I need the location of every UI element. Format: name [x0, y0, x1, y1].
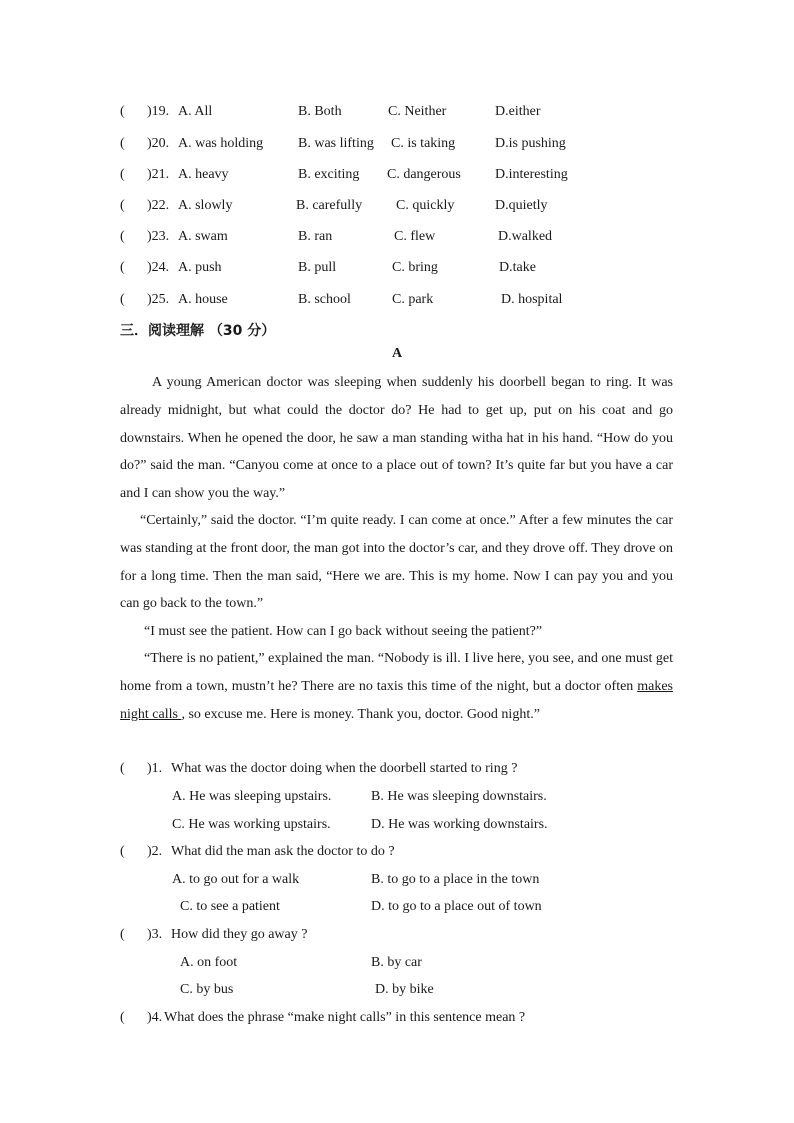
option-c: C. dangerous — [387, 167, 461, 182]
answer-paren: ( — [120, 292, 125, 307]
answer-paren: ( — [120, 104, 125, 119]
answer-paren: ( — [120, 844, 125, 859]
option-b: B. by car — [371, 955, 422, 970]
option-d: D.interesting — [495, 167, 568, 182]
option-c: C. is taking — [391, 136, 456, 151]
question-2 — [120, 842, 395, 862]
option-b: B. ran — [298, 229, 333, 244]
option-a: A. He was sleeping upstairs. — [172, 789, 332, 804]
option-a: A. heavy — [178, 167, 229, 182]
paragraph-text: “I must see the patient. How can I go back without seeing the patient?” — [144, 624, 543, 639]
option-a: A. All — [178, 104, 213, 119]
option-a: A. to go out for a walk — [172, 872, 300, 887]
passage-paragraph-2 — [120, 507, 673, 618]
section-heading: 三．阅读理解 （30 分） — [120, 323, 276, 339]
option-d: D. by bike — [375, 982, 434, 997]
option-d: D. He was working downstairs. — [371, 817, 548, 832]
option-c: C. flew — [394, 229, 436, 244]
answer-paren: ( — [120, 167, 125, 182]
option-d: D. to go to a place out of town — [371, 899, 542, 914]
question-number: )4. — [147, 1010, 163, 1025]
question-number: )2. — [147, 844, 163, 859]
question-number: )21. — [147, 167, 170, 182]
question-1 — [120, 759, 518, 779]
paragraph-text: , so excuse me. Here is money. Thank you, doctor. Good night.” — [181, 706, 540, 722]
option-c: C. He was working upstairs. — [172, 817, 331, 832]
question-4 — [120, 1008, 526, 1028]
option-d: D.either — [495, 104, 541, 119]
option-c: C. to see a patient — [180, 899, 280, 914]
option-b: B. Both — [298, 104, 342, 119]
option-d: D.is pushing — [495, 136, 566, 151]
option-b: B. carefully — [296, 198, 363, 213]
question-number: )1. — [147, 761, 163, 776]
paragraph-text: “There is no patient,” explained the man. “Nobody is ill. I live here, you see, and one must get home from a town, mustn’t he? There are no taxis this time of the night, but a doctor often — [120, 651, 673, 694]
option-b: B. pull — [298, 260, 337, 275]
answer-paren: ( — [120, 1010, 125, 1025]
answer-paren: ( — [120, 229, 125, 244]
option-b: B. school — [298, 292, 351, 307]
option-b: B. He was sleeping downstairs. — [371, 789, 547, 804]
option-c: C. bring — [392, 260, 438, 275]
passage-title: A — [391, 346, 403, 361]
option-a: A. was holding — [178, 136, 264, 151]
option-c: C. park — [392, 292, 434, 307]
option-c: C. quickly — [396, 198, 455, 213]
option-a: A. on foot — [180, 955, 238, 970]
option-a: A. push — [178, 260, 222, 275]
question-number: )22. — [147, 198, 170, 213]
question-number: )3. — [147, 927, 163, 942]
underlined-phrase: makes night calls — [120, 678, 673, 722]
paragraph-text: A young American doctor was sleeping when suddenly his doorbell began to ring. It was already midnight, but what could the doctor do? He had to get up, put on his coat and go downstairs. When he opened the door, he saw a man standing witha hat in his hand. “How do you do?” said the man. “Canyou come at once to a place out of town? It’s quite far but you have a car and I can show you the way.” — [120, 375, 673, 502]
option-d: D.quietly — [495, 198, 548, 213]
answer-paren: ( — [120, 927, 125, 942]
question-text: What does the phrase “make night calls” in this sentence mean ? — [164, 1010, 526, 1025]
question-number: )20. — [147, 136, 170, 151]
paragraph-text: “Certainly,” said the doctor. “I’m quite ready. I can come at once.” After a few minutes the car was standing at the front door, the man got into the doctor’s car, and they drove off. They drove on for a long time. Then the man said, “Here we are. This is my home. Now I can pay you and you can go back to the town.” — [120, 513, 673, 612]
question-number: )23. — [147, 229, 170, 244]
answer-paren: ( — [120, 260, 125, 275]
question-text: How did they go away ? — [171, 927, 308, 942]
question-3 — [120, 925, 308, 945]
option-c: C. by bus — [180, 982, 234, 997]
question-number: )25. — [147, 292, 170, 307]
option-d: D. hospital — [501, 292, 563, 307]
option-b: B. was lifting — [298, 136, 374, 151]
passage-paragraph-4 — [120, 645, 673, 728]
answer-paren: ( — [120, 761, 125, 776]
question-number: )19. — [147, 104, 170, 119]
option-d: D.take — [499, 260, 536, 275]
option-b: B. exciting — [298, 167, 360, 182]
option-d: D.walked — [498, 229, 553, 244]
option-a: A. slowly — [178, 198, 233, 213]
option-a: A. house — [178, 292, 228, 307]
passage-paragraph-1 — [120, 369, 673, 508]
option-c: C. Neither — [388, 104, 447, 119]
question-text: What was the doctor doing when the doorbell started to ring ? — [171, 761, 518, 776]
answer-paren: ( — [120, 136, 125, 151]
question-text: What did the man ask the doctor to do ? — [171, 844, 395, 859]
option-a: A. swam — [178, 229, 228, 244]
option-b: B. to go to a place in the town — [371, 872, 540, 887]
question-number: )24. — [147, 260, 170, 275]
answer-paren: ( — [120, 198, 125, 213]
passage-paragraph-3 — [120, 618, 673, 646]
